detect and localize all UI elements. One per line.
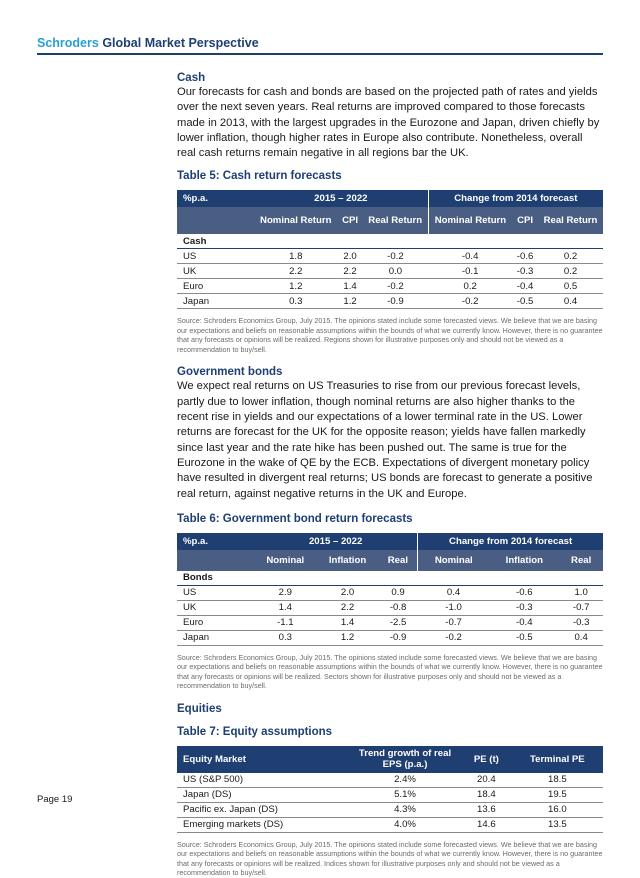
- table-cell: 1.2: [254, 279, 337, 294]
- row-label: Japan (DS): [177, 787, 349, 802]
- table7-col-header: PE (t): [461, 746, 512, 773]
- table5-corner: %p.a.: [177, 190, 254, 207]
- table-cell: 1.2: [317, 630, 379, 645]
- row-label: Emerging markets (DS): [177, 817, 349, 832]
- table5-col-header: Real Return: [538, 207, 603, 234]
- table-cell: -2.5: [378, 615, 417, 630]
- table-cell: 1.4: [337, 279, 362, 294]
- row-label: UK: [177, 264, 254, 279]
- table-cell: 2.0: [317, 585, 379, 600]
- publication-title: Global Market Perspective: [102, 36, 259, 50]
- table-row: [177, 630, 603, 645]
- table6-col-header: Inflation: [317, 550, 379, 571]
- gov-bond-table: [177, 533, 603, 646]
- table-cell: -0.9: [378, 630, 417, 645]
- table6-corner: %p.a.: [177, 533, 254, 550]
- table6-col-header: Real: [559, 550, 603, 571]
- row-label: US: [177, 249, 254, 264]
- table6-title: Table 6: Government bond return forecasts: [177, 512, 413, 525]
- table-cell: 0.2: [428, 279, 512, 294]
- table-cell: 13.6: [461, 802, 512, 817]
- table5-col-header: CPI: [337, 207, 362, 234]
- row-label: Japan: [177, 630, 254, 645]
- table5-col-header: CPI: [512, 207, 538, 234]
- table-cell: 19.5: [512, 787, 603, 802]
- table7-col-header: Equity Market: [177, 746, 349, 773]
- table5-col-header: Nominal Return: [254, 207, 337, 234]
- table-cell: -0.7: [559, 600, 603, 615]
- table6-col-header: Inflation: [489, 550, 559, 571]
- table-cell: -0.4: [489, 615, 559, 630]
- table-cell: 13.5: [512, 817, 603, 832]
- row-label: US: [177, 585, 254, 600]
- table-cell: 1.4: [317, 615, 379, 630]
- table-cell: 2.9: [254, 585, 317, 600]
- table-row: [177, 585, 603, 600]
- table-cell: 1.4: [254, 600, 317, 615]
- table-cell: 14.6: [461, 817, 512, 832]
- page-number: Page 19: [37, 794, 73, 805]
- table6-col-header: Nominal: [418, 550, 490, 571]
- table5-group-2: Change from 2014 forecast: [428, 190, 603, 207]
- table-row: [177, 249, 603, 264]
- cash-heading: Cash: [177, 72, 206, 84]
- table-cell: -0.7: [418, 615, 490, 630]
- row-label: Japan: [177, 294, 254, 309]
- table-cell: -0.5: [489, 630, 559, 645]
- table6-col-header: Nominal: [254, 550, 317, 571]
- table6-group-2: Change from 2014 forecast: [418, 533, 603, 550]
- table-cell: 0.4: [538, 294, 603, 309]
- table-cell: 4.0%: [349, 817, 461, 832]
- table-cell: -0.2: [363, 279, 429, 294]
- table-cell: -0.2: [418, 630, 490, 645]
- brand-name: Schroders: [37, 36, 99, 50]
- table-cell: 0.4: [418, 585, 490, 600]
- table-cell: 20.4: [461, 773, 512, 788]
- table-cell: -0.4: [512, 279, 538, 294]
- row-label: Pacific ex. Japan (DS): [177, 802, 349, 817]
- table-cell: -0.4: [428, 249, 512, 264]
- table5-col-header: Nominal Return: [428, 207, 512, 234]
- table-cell: 18.5: [512, 773, 603, 788]
- row-label: US (S&P 500): [177, 773, 349, 788]
- equities-heading: Equities: [177, 702, 222, 715]
- header-divider: [37, 53, 603, 55]
- table-cell: 0.2: [538, 249, 603, 264]
- table-cell: -0.6: [512, 249, 538, 264]
- table-cell: 0.0: [363, 264, 429, 279]
- table-cell: -0.2: [363, 249, 429, 264]
- table-cell: 1.0: [559, 585, 603, 600]
- table7-title: Table 7: Equity assumptions: [177, 725, 333, 738]
- table-cell: -0.2: [428, 294, 512, 309]
- table6-source-note: Source: Schroders Economics Group, July 2015. The opinions stated include some forecasted views. We believe that we are basing our expectations and beliefs on reasonable assumptions within the bounds of what we currently know. However, there is no guarantee that any forecasts or opinions will be realized. Sectors shown for illustrative purposes only and should not be viewed as a recommendation to buy/sell.: [177, 652, 603, 691]
- table-cell: -1.0: [418, 600, 490, 615]
- table-cell: 5.1%: [349, 787, 461, 802]
- table-cell: 2.2: [254, 264, 337, 279]
- table-cell: -0.3: [512, 264, 538, 279]
- table-row: [177, 264, 603, 279]
- gov-bonds-heading: Government bonds: [177, 366, 283, 379]
- table-cell: 0.3: [254, 294, 337, 309]
- table-cell: 1.2: [337, 294, 362, 309]
- row-label: UK: [177, 600, 254, 615]
- table-cell: 2.4%: [349, 773, 461, 788]
- cash-paragraph: Our forecasts for cash and bonds are based on the projected path of rates and yields over the next seven years. Real returns are improved compared to those forecasts made in 2013, with the largest upgrades in the Eurozone and Japan, driven chiefly by lower inflation, though higher rates in Europe also contribute. Nonetheless, overall real cash returns remain negative in all regions bar the UK.: [177, 86, 600, 160]
- table-cell: -0.3: [559, 615, 603, 630]
- table7-source-note: Source: Schroders Economics Group, July 2015. The opinions stated include some forecasted views. We believe that we are basing our expectations and beliefs on reasonable assumptions within the bounds of what we currently know. However, there is no guarantee that any forecasts or opinions will be realized. Indices shown for illustrative purposes only and should not be viewed as a recommendation to buy/sell.: [177, 839, 603, 878]
- table6-section-label: Bonds: [177, 571, 603, 586]
- table-cell: 1.8: [254, 249, 337, 264]
- table-row: [177, 615, 603, 630]
- table-cell: -0.5: [512, 294, 538, 309]
- table-cell: 2.2: [337, 264, 362, 279]
- table5-title: Table 5: Cash return forecasts: [177, 170, 342, 183]
- table5-group-1: 2015 – 2022: [254, 190, 428, 207]
- table-cell: -0.6: [489, 585, 559, 600]
- table7-col-header: Trend growth of real EPS (p.a.): [349, 746, 461, 773]
- equity-assumptions-table: [177, 746, 603, 833]
- table-cell: 2.2: [317, 600, 379, 615]
- table-cell: 0.4: [559, 630, 603, 645]
- table-cell: 0.5: [538, 279, 603, 294]
- table6-col-header: Real: [378, 550, 417, 571]
- table5-col-header: Real Return: [363, 207, 429, 234]
- table-cell: 2.0: [337, 249, 362, 264]
- gov-bonds-paragraph: We expect real returns on US Treasuries to rise from our previous forecast levels, partly due to lower inflation, though nominal returns are also higher thanks to the recent rise in yields and our expectations of a lower terminal rate in the US. Lower returns are forecast for the UK for the opposite reason; yields have fallen markedly since last year and the rate hike has been pushed out. The same is true for the Eurozone in the wake of QE by the ECB. Expectations of divergent monetary policy have resulted in divergent real returns; US bonds are forecast to generate a positive real return, against negative returns in the UK and Europe.: [177, 380, 593, 500]
- table-cell: -0.3: [489, 600, 559, 615]
- table5-source-note: Source: Schroders Economics Group, July 2015. The opinions stated include some forecasted views. We believe that we are basing our expectations and beliefs on reasonable assumptions within the bounds of what we currently know. However, there is no guarantee that any forecasts or opinions will be realized. Regions shown for illustrative purposes only and should not be viewed as a recommendation to buy/sell.: [177, 316, 603, 354]
- table-cell: -0.1: [428, 264, 512, 279]
- table-cell: 18.4: [461, 787, 512, 802]
- table-cell: 0.9: [378, 585, 417, 600]
- table-row: [177, 294, 603, 309]
- row-label: Euro: [177, 279, 254, 294]
- table-cell: -1.1: [254, 615, 317, 630]
- table-row: [177, 279, 603, 294]
- table-row: [177, 787, 603, 802]
- row-label: Euro: [177, 615, 254, 630]
- main-content: [177, 71, 603, 878]
- table7-col-header: Terminal PE: [512, 746, 603, 773]
- table-cell: -0.8: [378, 600, 417, 615]
- table-row: [177, 817, 603, 832]
- table-cell: -0.9: [363, 294, 429, 309]
- table6-group-1: 2015 – 2022: [254, 533, 418, 550]
- table-row: [177, 802, 603, 817]
- table-cell: 0.2: [538, 264, 603, 279]
- table5-section-label: Cash: [177, 234, 603, 249]
- page-header: [37, 36, 259, 50]
- cash-return-table: [177, 190, 603, 309]
- table-row: [177, 773, 603, 788]
- table-row: [177, 600, 603, 615]
- table-cell: 16.0: [512, 802, 603, 817]
- table-cell: 4.3%: [349, 802, 461, 817]
- table-cell: 0.3: [254, 630, 317, 645]
